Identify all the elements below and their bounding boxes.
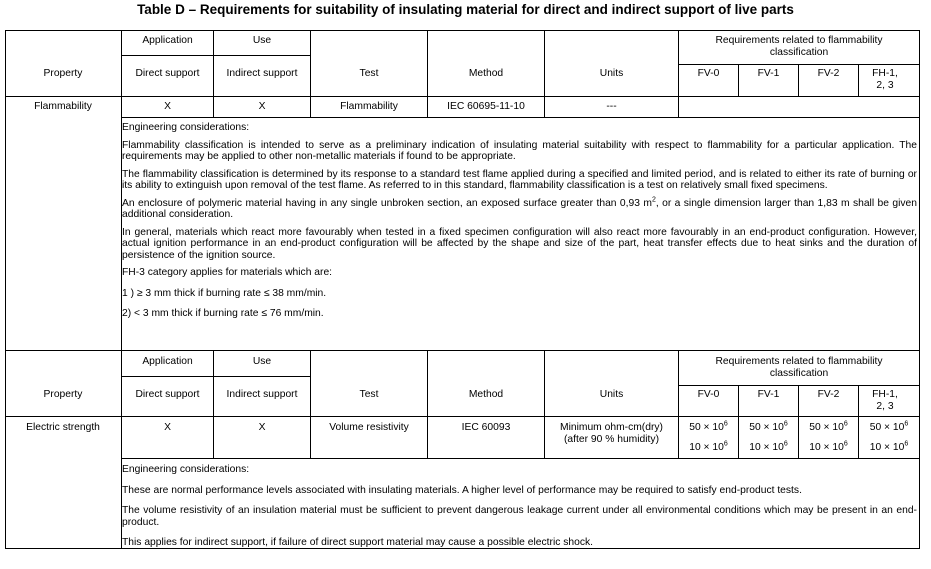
header2-test: Test xyxy=(359,389,379,400)
row2-fv0-dry: $50 \times 10^6$ xyxy=(689,420,728,433)
row1-test: Flammability xyxy=(340,101,398,112)
header2-fh: FH-1, 2, 3 xyxy=(872,389,898,412)
header2-use: Use xyxy=(252,356,272,367)
row1-units: --- xyxy=(606,101,617,112)
row1-eng-title: Engineering considerations: xyxy=(122,122,250,133)
row2-indirect-mark: X xyxy=(258,422,266,433)
row1-indirect-mark: X xyxy=(258,101,266,112)
row1-method: IEC 60695-11-10 xyxy=(447,101,525,112)
row1-eng-paragraph: FH-3 category applies for materials which are: xyxy=(122,267,333,278)
row2-eng-paragraph: These are normal performance levels associated with insulating materials. A higher level of performance may be required to satisfy end-product tests. xyxy=(122,484,802,496)
row1-direct-mark: X xyxy=(164,101,171,112)
header-indirect-support: Indirect support xyxy=(226,68,298,79)
row2-eng-paragraph: This applies for indirect support, if failure of direct support material may cause a possible electric shock. xyxy=(122,537,594,548)
row2-engineering-considerations xyxy=(122,464,917,555)
row1-eng-paragraph: In general, materials which react more favourably when tested in a fixed specimen configuration will also react more favourably in an end-product configuration. However, actual ignition performance in an end-product configuration will be affected by the shape and size of the part, heat transfer effects due to heat sinks and the duration of persistence of the ignition source. xyxy=(122,226,917,261)
header2-units: Units xyxy=(599,389,624,400)
requirements-table xyxy=(5,30,920,549)
row1-eng-paragraph: Flammability classification is intended to serve as a preliminary indication of insulating material suitability with respect to flammability for a particular application. The requirements may be applied to other non-metallic materials if found to be appropriate. xyxy=(122,139,917,162)
row2-test: Volume resistivity xyxy=(329,422,409,433)
row1-engineering-considerations xyxy=(122,122,917,326)
row1-eng-paragraph: The flammability classification is determined by its response to a standard test flame applied during a specified and limited period, and is related to either its rate of burning or its ability to extinguish upon removal of the test flame. As referred to in this standard, flammability classification is a test on relatively small fixed specimens. xyxy=(122,168,917,191)
header-method: Method xyxy=(468,68,504,79)
row2-fh-humid: $10 \times 10^6$ xyxy=(869,440,909,453)
header-property: Property xyxy=(43,68,83,79)
row2-fh-dry: $50 \times 10^6$ xyxy=(869,420,909,433)
header2-indirect-support: Indirect support xyxy=(226,389,298,400)
header-fv0: FV-0 xyxy=(697,68,720,79)
row2-property: Electric strength xyxy=(26,422,100,433)
header-units: Units xyxy=(599,68,624,79)
header2-requirements: Requirements related to flammability classification xyxy=(715,356,883,379)
row2-fv2-dry: $50 \times 10^6$ xyxy=(809,420,848,433)
header2-fv0: FV-0 xyxy=(697,389,720,400)
header-test: Test xyxy=(359,68,379,79)
header-requirements: Requirements related to flammability classification xyxy=(715,35,883,58)
row2-fv1-dry: $50 \times 10^6$ xyxy=(749,420,788,433)
row1-eng-paragraph-enclosure: An enclosure of polymeric material having in any single unbroken section, an exposed surface greater than 0,93 $m^2$, or a single dimension larger than 1,83 m shall be given additional consideration. xyxy=(122,196,917,220)
header-direct-support: Direct support xyxy=(135,68,200,79)
header-use: Use xyxy=(252,35,272,46)
header2-direct-support: Direct support xyxy=(135,389,200,400)
row1-eng-list-item: 1 ) ≥ 3 mm thick if burning rate ≤ 38 mm/min. xyxy=(122,287,327,299)
header2-method: Method xyxy=(468,389,504,400)
row2-fv1-humid: $10 \times 10^6$ xyxy=(749,440,788,453)
row1-eng-list-item: 2) < 3 mm thick if burning rate ≤ 76 mm/min. xyxy=(122,308,324,319)
header-fh: FH-1, 2, 3 xyxy=(872,68,898,91)
row2-direct-mark: X xyxy=(164,422,171,433)
row2-eng-title: Engineering considerations: xyxy=(122,464,250,475)
row2-method: IEC 60093 xyxy=(461,422,511,433)
header-fv1: FV-1 xyxy=(757,68,780,79)
table-title: Table D – Requirements for suitability of insulating material for direct and indirect support of live parts xyxy=(137,2,794,17)
header2-application: Application xyxy=(142,356,193,367)
header2-property: Property xyxy=(43,389,83,400)
header-application: Application xyxy=(142,35,193,46)
row2-eng-paragraph: The volume resistivity of an insulation material must be sufficient to prevent dangerous leakage current under all environmental conditions which may be present in an end-product. xyxy=(122,505,917,528)
header2-fv1: FV-1 xyxy=(757,389,780,400)
row1-property: Flammability xyxy=(34,101,92,112)
header2-fv2: FV-2 xyxy=(817,389,840,400)
row2-units: Minimum ohm-cm(dry) (after 90 % humidity) xyxy=(560,422,663,445)
row2-fv2-humid: $10 \times 10^6$ xyxy=(809,440,848,453)
header-fv2: FV-2 xyxy=(817,68,840,79)
row2-fv0-humid: $10 \times 10^6$ xyxy=(689,440,728,453)
